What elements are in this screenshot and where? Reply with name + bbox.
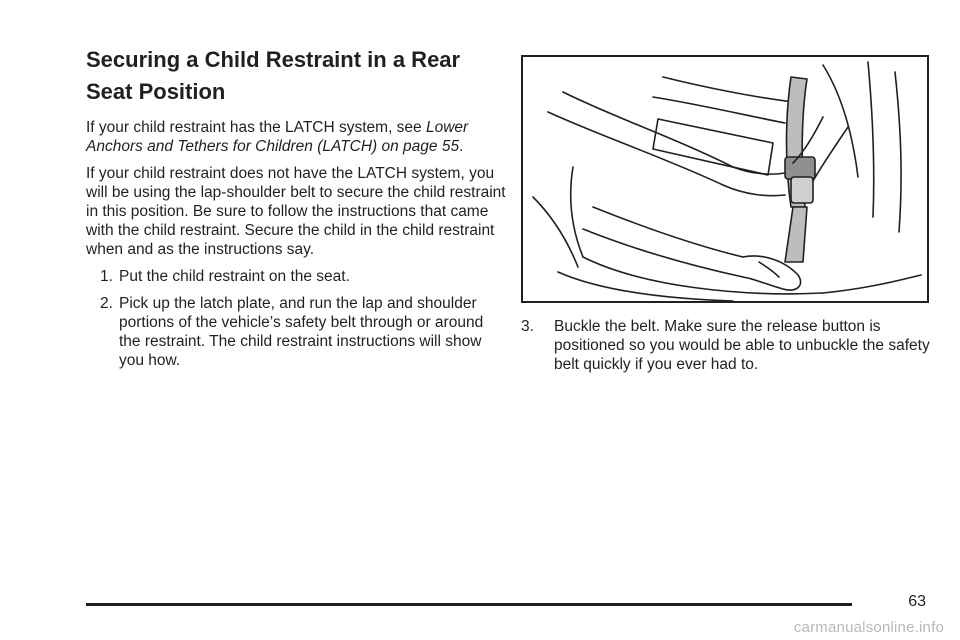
watermark: carmanualsonline.info	[793, 619, 944, 636]
seat-belt-drawing	[523, 57, 927, 301]
step-number: 2.	[100, 295, 113, 312]
buckle-illustration	[521, 55, 929, 303]
intro-end: .	[459, 138, 464, 155]
footer-rule	[86, 603, 852, 606]
intro-lead-text: If your child restraint has the LATCH system, see	[86, 119, 422, 136]
right-column	[521, 55, 931, 382]
step-text: Put the child restraint on the seat.	[119, 268, 350, 285]
step-number: 3.	[521, 318, 534, 335]
paragraph-no-latch: If your child restraint does not have the LATCH system, you will be using the lap-shoulder belt to secure the child restraint in this position. Be sure to follow the instructions that came with the child restraint. Secure the child in the child restraint when and as the instructions say.	[86, 165, 506, 258]
step-item	[86, 267, 506, 286]
page-number: 63	[908, 593, 926, 610]
intro-paragraph	[86, 118, 506, 156]
section-title: Securing a Child Restraint in a Rear Seat Position	[86, 47, 461, 104]
step-text: Pick up the latch plate, and run the lap and shoulder portions of the vehicle’s safety belt through or around the restraint. The child restraint instructions will show you how.	[119, 295, 484, 369]
left-column	[86, 44, 506, 378]
steps-list-left	[86, 267, 506, 370]
step-item	[86, 294, 506, 370]
step-number: 1.	[100, 268, 113, 285]
steps-list-right	[521, 317, 931, 374]
step-text: Buckle the belt. Make sure the release button is positioned so you would be able to unbuckle the safety belt quickly if you ever had to.	[554, 318, 930, 373]
step-item	[521, 317, 931, 374]
latch-reference-link[interactable]: Lower Anchors and Tethers for Children (LATCH) on page 55	[86, 119, 469, 155]
